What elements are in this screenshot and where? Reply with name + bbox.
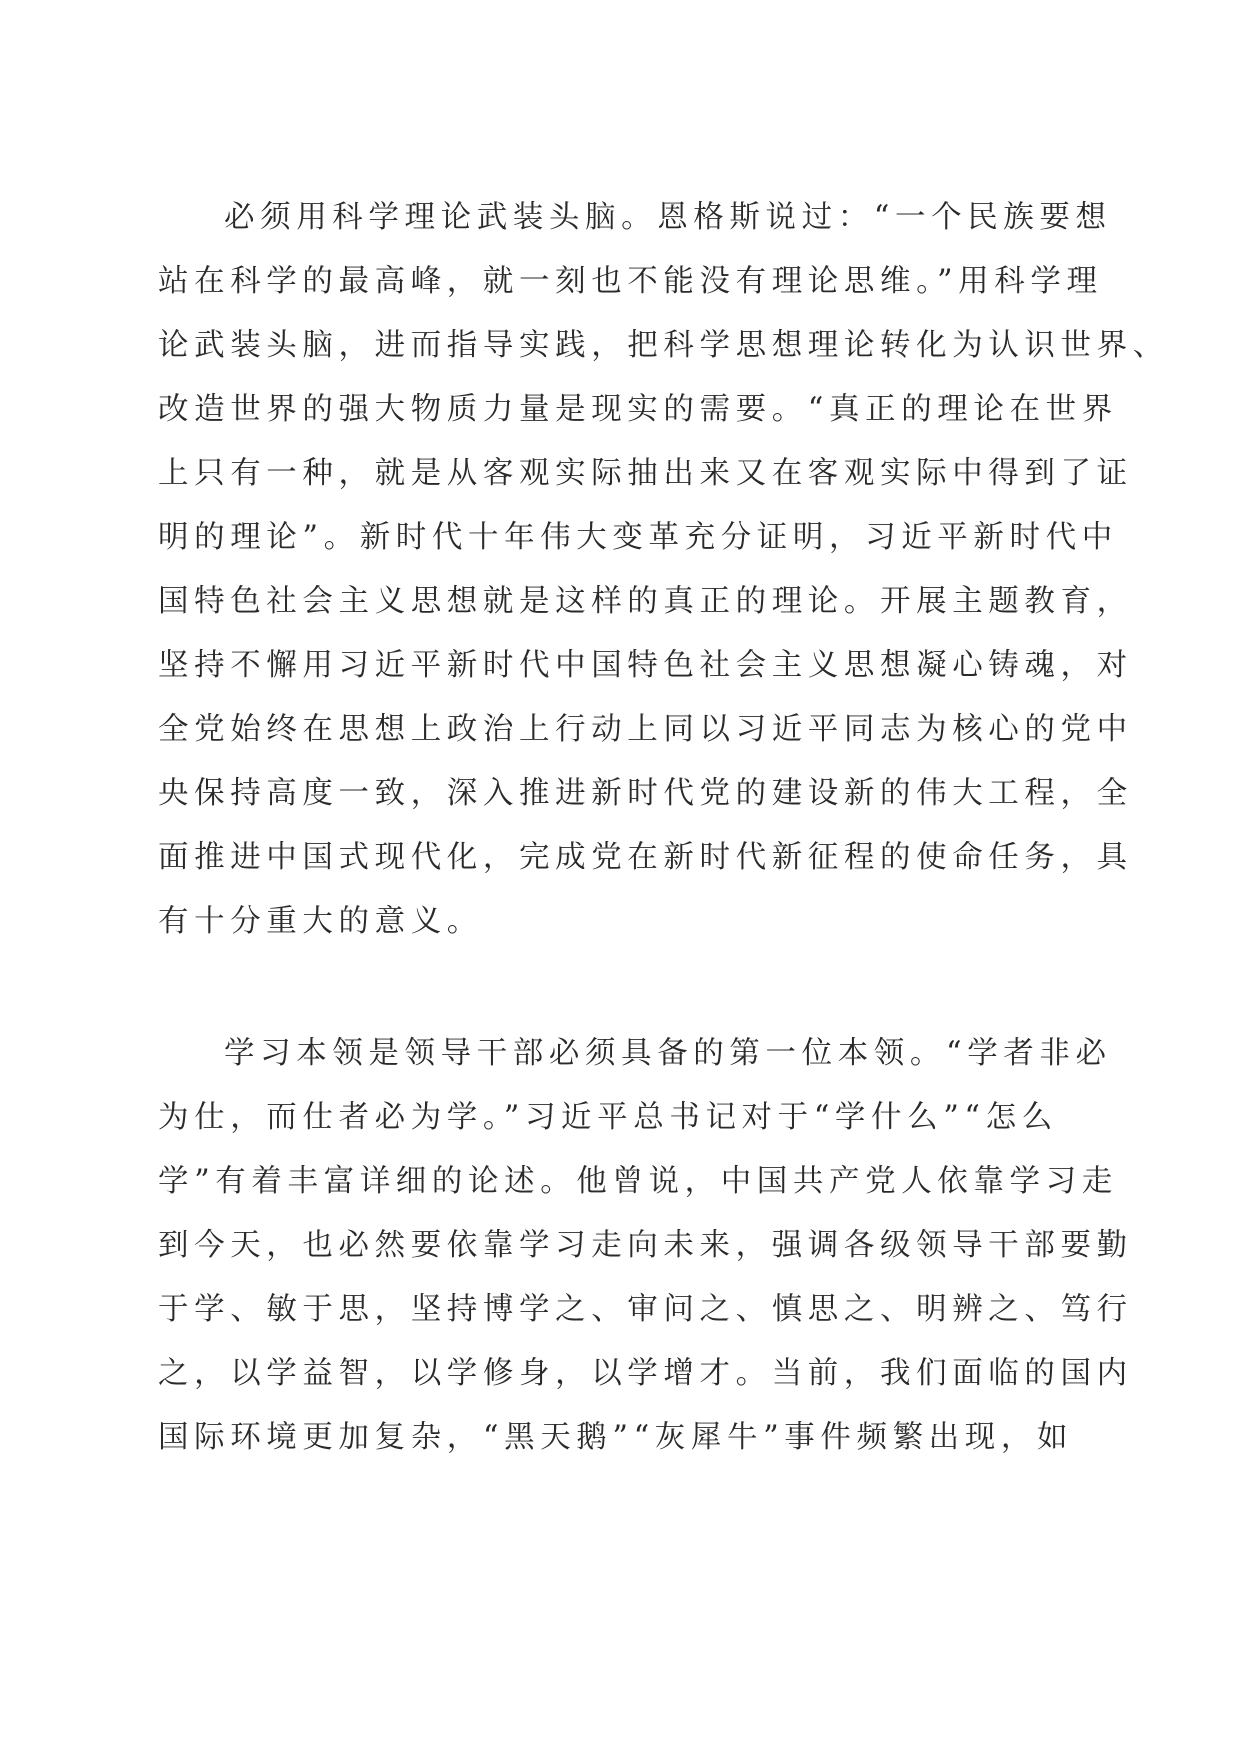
text-line: 为仕，而仕者必为学。”习近平总书记对于“学什么”“怎么 (158, 1100, 1058, 1135)
text-line: 站在科学的最高峰，就一刻也不能没有理论思维。”用科学理 (158, 264, 1103, 299)
text-line: 面推进中国式现代化，完成党在新时代新征程的使命任务，具 (158, 840, 1133, 875)
text-line: 学习本领是领导干部必须具备的第一位本领。“学者非必 (224, 1036, 1112, 1071)
text-line: 论武装头脑，进而指导实践，把科学思想理论转化为认识世界、 (158, 328, 1169, 363)
text-line: 明的理论”。新时代十年伟大变革充分证明，习近平新时代中 (158, 520, 1118, 555)
text-line: 全党始终在思想上政治上行动上同以习近平同志为核心的党中 (158, 712, 1133, 747)
text-line: 学”有着丰富详细的论述。他曾说，中国共产党人依靠学习走 (158, 1164, 1118, 1199)
text-line: 央保持高度一致，深入推进新时代党的建设新的伟大工程，全 (158, 776, 1133, 811)
text-line: 之，以学益智，以学修身，以学增才。当前，我们面临的国内 (158, 1356, 1133, 1391)
text-line: 坚持不懈用习近平新时代中国特色社会主义思想凝心铸魂，对 (158, 648, 1133, 683)
paragraph-theory (158, 186, 1169, 954)
text-line: 国特色社会主义思想就是这样的真正的理论。开展主题教育， (158, 584, 1133, 619)
text-line: 上只有一种，就是从客观实际抽出来又在客观实际中得到了证 (158, 456, 1133, 491)
text-line: 改造世界的强大物质力量是现实的需要。“真正的理论在世界 (158, 392, 1118, 427)
text-line: 国际环境更加复杂，“黑天鹅”“灰犀牛”事件频繁出现，如 (158, 1420, 1074, 1455)
paragraph-learning (158, 1022, 1133, 1470)
text-line: 必须用科学理论武装头脑。恩格斯说过：“一个民族要想 (224, 200, 1112, 235)
text-line: 有十分重大的意义。 (158, 904, 483, 939)
text-line: 到今天，也必然要依靠学习走向未来，强调各级领导干部要勤 (158, 1228, 1133, 1263)
text-line: 于学、敏于思，坚持博学之、审问之、慎思之、明辨之、笃行 (158, 1292, 1133, 1327)
